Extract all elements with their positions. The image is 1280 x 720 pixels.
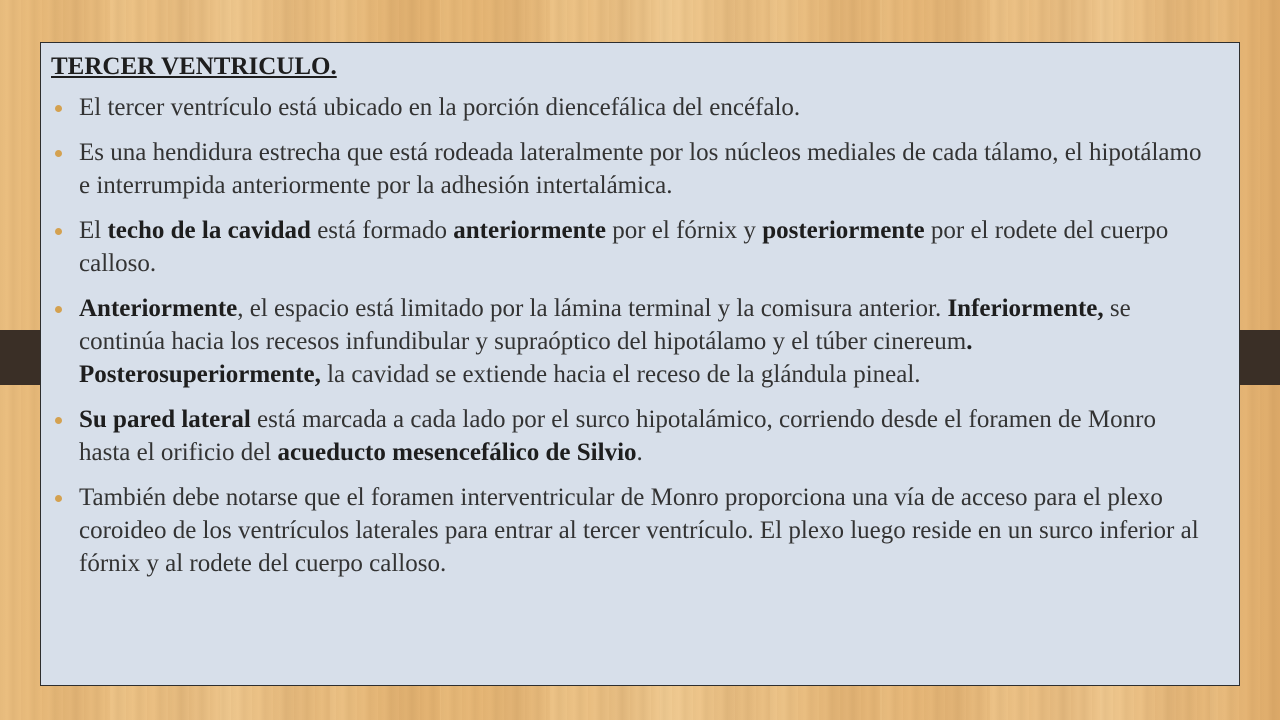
bullet-segment-bold: posteriormente — [762, 217, 925, 244]
bullet-text — [79, 295, 1131, 388]
bullet-segment: Es una hendidura estrecha que está rodeada lateralmente por los núcleos mediales de cada tálamo, el hipotálamo e interrumpida anteriormente por la adhesión intertalámica. — [79, 139, 1202, 199]
bullet-segment: por el rodete del cuerpo calloso. — [79, 217, 1169, 277]
bullet-segment: se continúa hacia los recesos infundibular y supraóptico del hipotálamo y el túber cinereum — [79, 295, 1131, 355]
bullet-segment: También debe notarse que el foramen interventricular de Monro proporciona una vía de acceso para el plexo coroideo de los ventrículos laterales para entrar al tercer ventrículo. El plexo luego reside en un surco inferior al fórnix y al rodete del cuerpo calloso. — [79, 484, 1199, 577]
bullet-text — [79, 139, 1201, 199]
bullet-segment-bold: anteriormente — [453, 217, 606, 244]
bullet-segment-bold: acueducto mesencefálico de Silvio — [277, 439, 637, 466]
bullet-segment-bold: techo de la cavidad — [107, 217, 311, 244]
bullet-text — [79, 217, 1168, 277]
bullet-item-4 — [51, 292, 1209, 391]
bullet-item-5 — [51, 403, 1209, 469]
bullet-segment: por el fórnix y — [605, 217, 763, 244]
bullet-item-1 — [51, 91, 1209, 124]
bullet-dot-icon — [55, 417, 62, 424]
bullet-dot-icon — [55, 105, 62, 112]
bullet-segment-bold: Anteriormente — [79, 295, 238, 322]
bullet-text — [79, 484, 1199, 577]
bullet-dot-icon — [55, 150, 62, 157]
bullet-item-3 — [51, 214, 1209, 280]
bullet-dot-icon — [55, 306, 62, 313]
bullet-segment: El tercer ventrículo está ubicado en la porción diencefálica del encéfalo. — [79, 94, 801, 121]
bullet-dot-icon — [55, 495, 62, 502]
bullet-dot-icon — [55, 228, 62, 235]
bullet-list — [51, 91, 1209, 580]
bullet-text — [79, 94, 800, 121]
bullet-segment: El — [79, 217, 108, 244]
bullet-segment-bold: Su pared lateral — [79, 406, 251, 433]
bullet-segment: está marcada a cada lado por el surco hipotalámico, corriendo desde el foramen de Monro hasta el orificio del — [79, 406, 1156, 466]
bullet-segment: la cavidad se extiende hacia el receso de la glándula pineal. — [320, 361, 921, 388]
bullet-segment: está formado — [310, 217, 454, 244]
bullet-segment-bold: Inferiormente, — [947, 295, 1104, 322]
bullet-segment: . — [636, 439, 643, 466]
content-panel — [40, 42, 1240, 686]
bullet-text — [79, 406, 1156, 466]
bullet-segment-bold: . Posterosuperiormente, — [79, 328, 973, 388]
bullet-segment: , el espacio está limitado por la lámina terminal y la comisura anterior. — [237, 295, 948, 322]
slide-title: TERCER VENTRICULO. — [51, 53, 337, 80]
bullet-item-6 — [51, 481, 1209, 580]
bullet-item-2 — [51, 136, 1209, 202]
